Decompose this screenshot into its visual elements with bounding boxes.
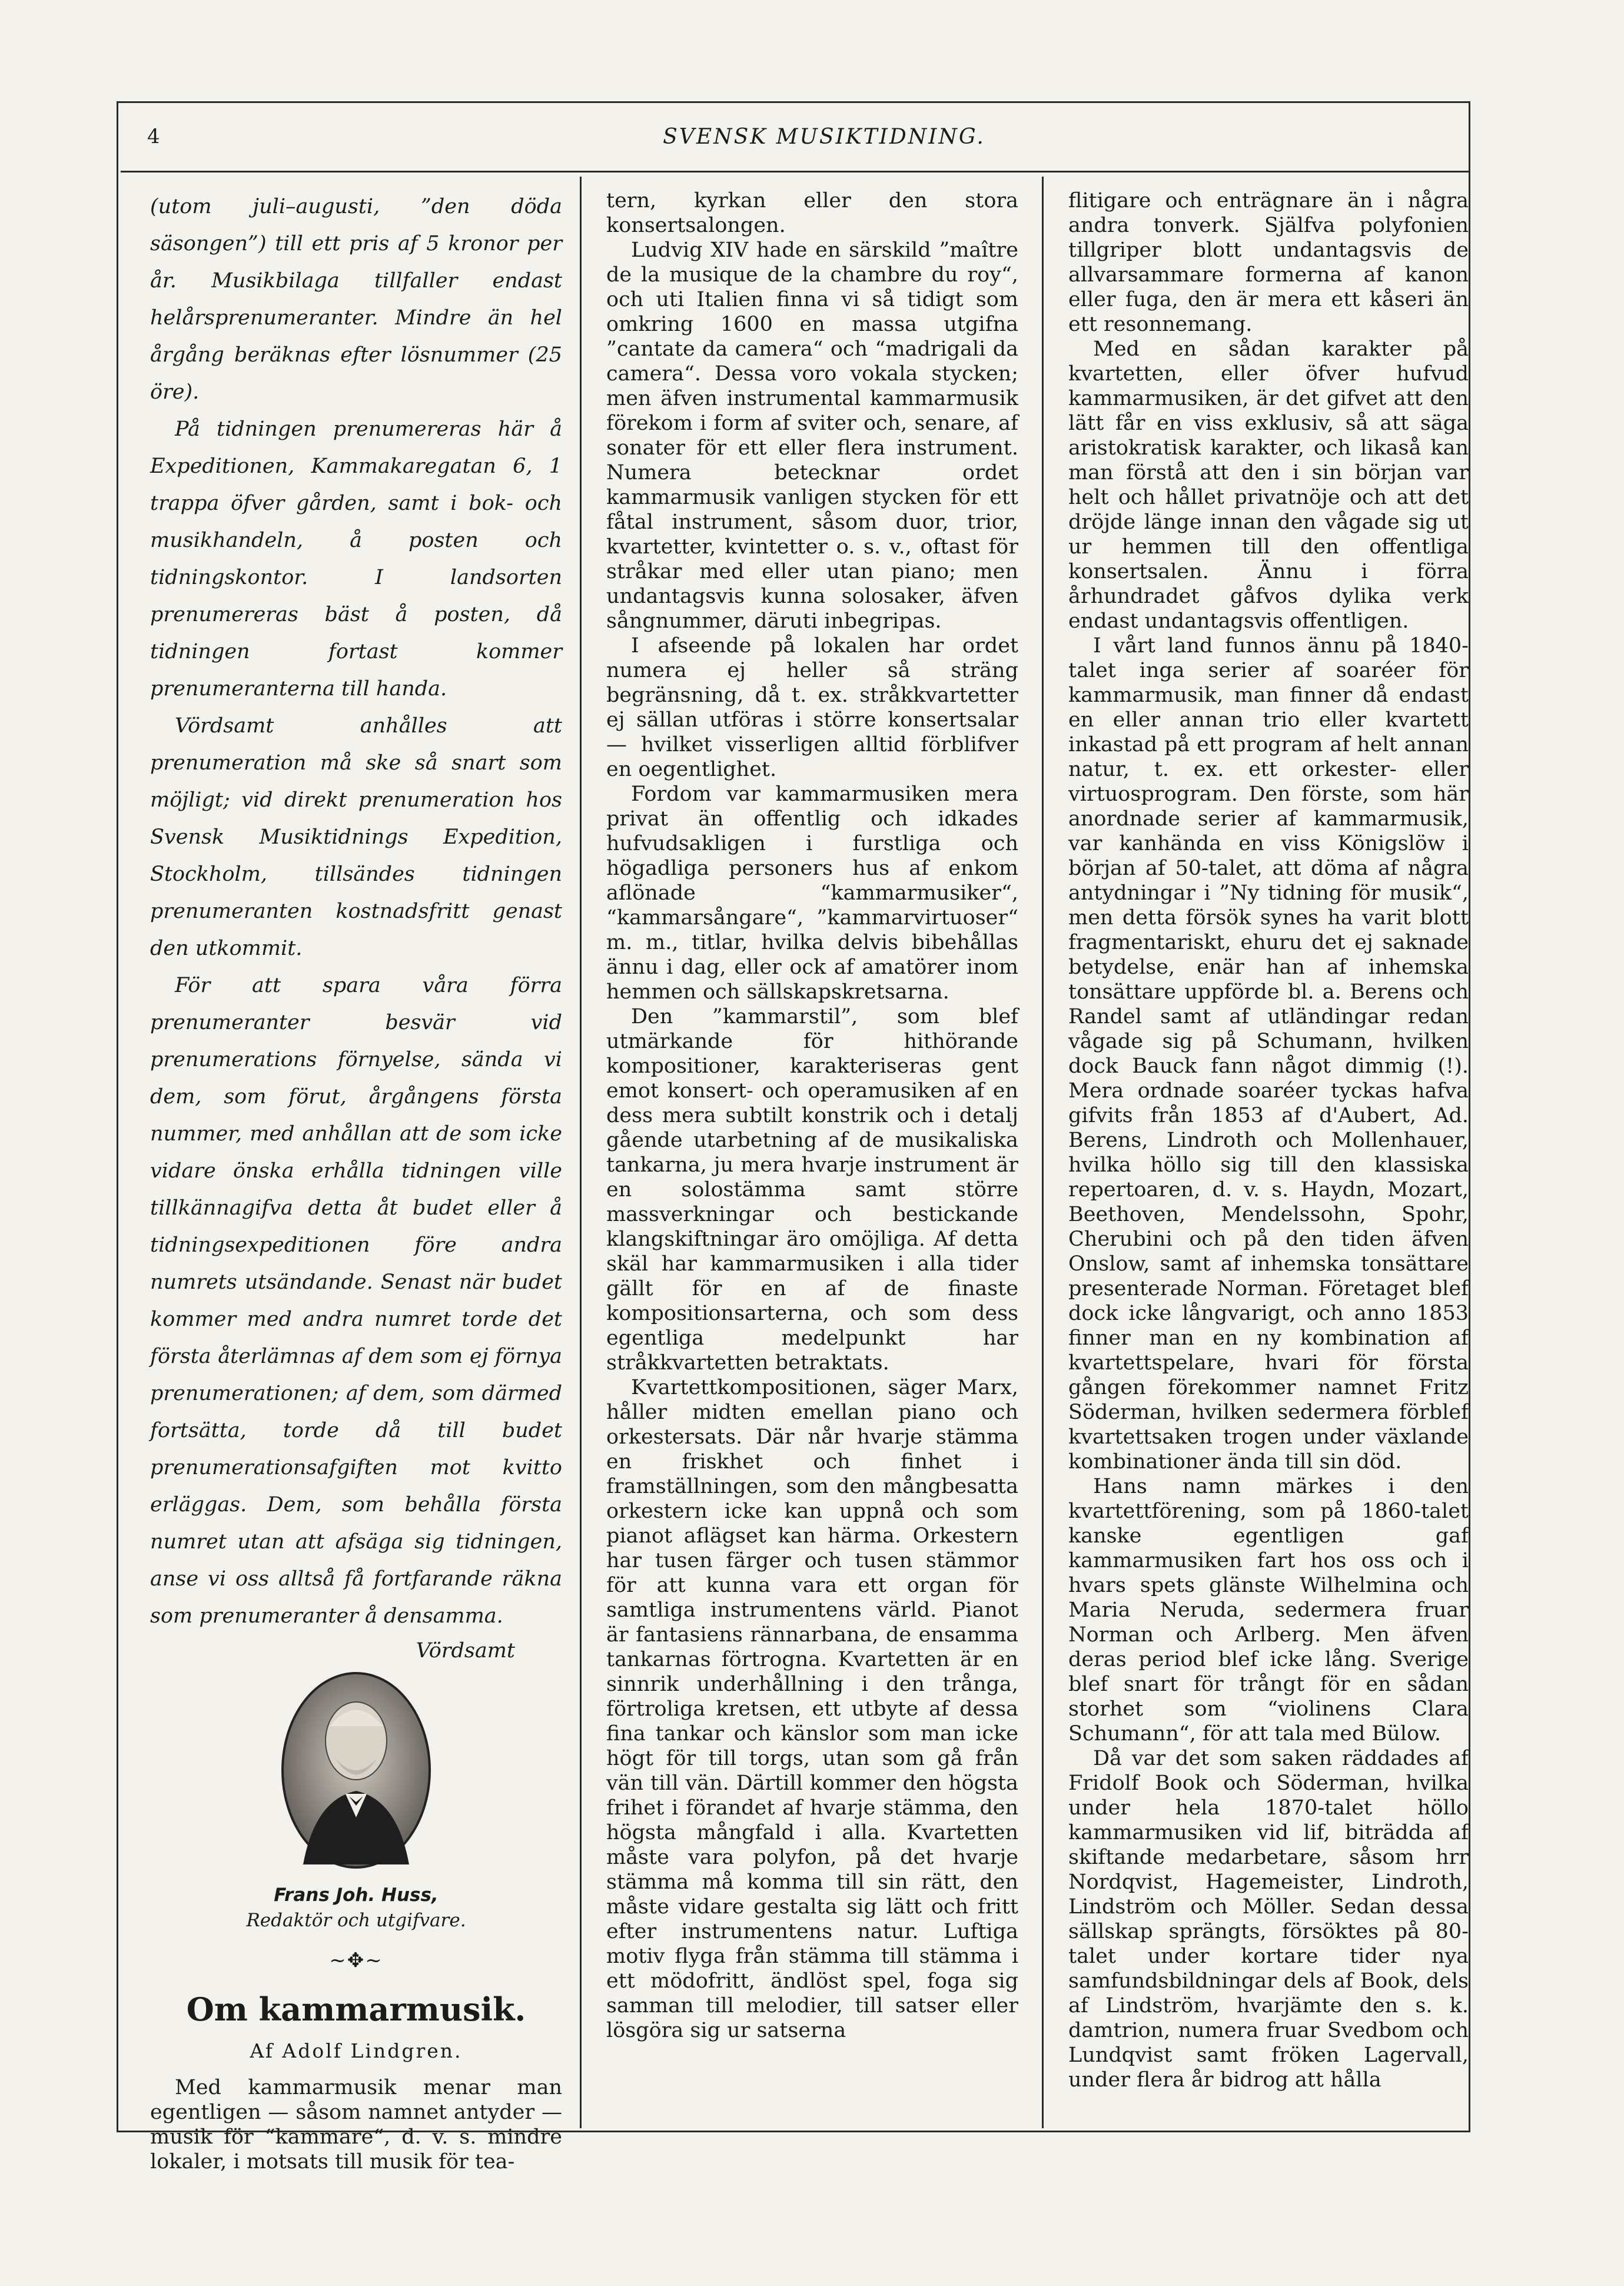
- ornament-divider: ~✥~: [329, 1949, 383, 1972]
- article-paragraph: tern, kyrkan eller den stora konsertsalongen.: [606, 189, 1018, 237]
- subscription-notice: [150, 188, 562, 1635]
- header-rule: [121, 171, 1469, 172]
- article-paragraph: Hans namn märkes i den kvartettförening, som på 1860-talet kanske egentligen gaf kammarmusiken fart hos oss och i hvars spets glänste Wilhelmina och Maria Neruda, sedermera fruar Norman och Arlberg. Men äfven deras period blef icke lång. Sverige blef snart för trångt för en sådan storhet som “violinens Clara Schumann“, för att tala med Bülow.: [1068, 1475, 1469, 1746]
- article-paragraph: I afseende på lokalen har ordet numera ej heller så sträng begränsning, då t. ex. stråkkvartetter ej sällan utföras i större konsertsalar — hvilket visserligen alltid förblifver en oegentlighet.: [606, 634, 1018, 781]
- column-rule-2: [1042, 177, 1044, 2128]
- article-paragraph: Med en sådan karakter på kvartetten, eller öfver hufvud kammarmusiken, är det gifvet att den lätt får en viss exklusiv, så att säga aristokratisk karakter, och likaså kan man förstå att den i sin början var helt och hållet privatnöje och att det dröjde länge innan den vågade sig ut ur hemmen till den offentliga konsertsalen. Ännu i förra århundradet gåfvos dylika verk endast undantagsvis offentligen.: [1068, 337, 1469, 633]
- article-byline: Af Adolf Lindgren.: [250, 2039, 463, 2062]
- page-number: 4: [147, 125, 160, 148]
- notice-paragraph: (utom juli–augusti, ”den döda säsongen”) till ett pris af 5 kronor per år. Musikbilaga tillfaller endast helårsprenumeranter. Mindre än hel årgång beräknas efter lösnummer (25 öre).: [150, 195, 562, 404]
- article-paragraph: I vårt land funnos ännu på 1840-talet inga serier af soaréer för kammarmusik, man finner då endast en eller annan trio eller kvartett inkastad på ett program af helt annan natur, t. ex. ett orkester- eller virtuosprogram. Den förste, som här anordnade serier af kammarmusik, var kanhända en viss Königslöw i början af 50-talet, att döma af några antydningar i ”Ny tidning för musik“, men detta försök synes ha varit blott fragmentariskt, ehuru det ej saknade betydelse, enär han af inhemska tonsättare uppförde bl. a. Berens och Randel samt af utländingar redan vågade sig på Schumann, hvilken dock Bauck fann något dimmig (!). Mera ordnade soaréer tyckas hafva gifvits från 1853 af d'Aubert, Ad. Berens, Lindroth och Mollenhauer, hvilka höllo sig till den klassiska repertoaren, d. v. s. Haydn, Mozart, Beethoven, Mendelssohn, Spohr, Cherubini och på den tiden äfven Onslow, samt af inhemska tonsättare presenterade Norman. Företaget blef dock icke långvarigt, och anno 1853 finner man en ny kombination af kvartettspelare, hvari för första gången förekommer namnet Fritz Söderman, hvilken sedermera förblef kvartettsaken trogen under växlande kombinationer ända till sin död.: [1068, 634, 1469, 1474]
- column-2: [606, 188, 1018, 2119]
- article-paragraph: Fordom var kammarmusiken mera privat än offentlig och idkades hufvudsakligen i furstliga och högadliga personers hus af enkom aflönade “kammarmusiker“, “kammarsångare“, ”kammarvirtuoser“ m. m., titlar, hvilka delvis bibehållas ännu i dag, eller ock af amatörer inom hemmen och sällskapskretsarna.: [606, 782, 1018, 1004]
- column-3: [1068, 188, 1469, 2119]
- article-paragraph: Den ”kammarstil”, som blef utmärkande för hithörande kompositioner, karakteriseras gent emot konsert- och operamusiken af en dess mera subtilt konstrik och i detalj gående utarbetning af de musikaliska tankarna, ju mera hvarje instrument är en solostämma samt större massverkningar och bestickande klangskiftningar äro omöjliga. Af detta skäl har kammarmusiken i alla tider gällt för en af de finaste kompositionsarterna, och som dess egentliga medelpunkt har stråkkvartetten betraktats.: [606, 1005, 1018, 1375]
- portrait-caption-name: Frans Joh. Huss,: [274, 1884, 439, 1906]
- notice-paragraph: Vördsamt anhålles att prenumeration må ske så snart som möjligt; vid direkt prenumeration hos Svensk Musiktidnings Expedition, Stockholm, tillsändes tidningen prenumeranten kostnadsfritt genast den utkommit.: [150, 714, 562, 960]
- article-paragraph: Med kammarmusik menar man egentligen — såsom namnet antyder — musik för “kammare“, d. v. s. mindre lokaler, i motsats till musik för tea-: [150, 2076, 562, 2174]
- notice-closing: Vördsamt: [416, 1639, 515, 1663]
- article-paragraph: Då var det som saken räddades af Fridolf Book och Söderman, hvilka under hela 1870-talet höllo kammarmusiken vid lif, biträdda af skiftande medarbetare, såsom hrr Nordqvist, Hagemeister, Lindroth, Lindström och Möller. Sedan dessa sällskap sprängts, försöktes på 80-talet under kortare tider nya samfundsbildningar dels af Book, dels af Lindström, hvarjämte den s. k. damtrion, numera fruar Svedbom och Lundqvist samt fröken Lagervall, under flera år bidrog att hålla: [1068, 1747, 1469, 2092]
- article-paragraph: Kvartettkompositionen, säger Marx, håller midten emellan piano och orkestersats. Där når hvarje stämma en friskhet och finhet i framställningen, som den mångbesatta orkestern icke kan uppnå och som pianot aflägset kan härma. Orkestern har tusen färger och tusen stämmor för att kunna vara ett organ för samtliga instrumentens värld. Pianot är fantasiens rännarbana, de ensamma tankarnas förtrogna. Kvartetten är en sinnrik underhållning i den trånga, förtroliga kretsen, ett utbyte af dessa fina tankar och känslor som man icke högt för till torgs, utan som gå från vän till vän. Därtill kommer den högsta frihet i förandet af hvarje stämma, den högsta mångfald i alla. Kvartetten måste vara polyfon, på det hvarje stämma må komma till sin rätt, den måste vidare gestalta sig lätt och fritt efter instrumentens natur. Luftiga motiv flyga från stämma till stämma i ett mödofritt, ändlöst spel, foga sig samman till melodier, till satser eller lösgöra sig ur satserna: [606, 1376, 1018, 2042]
- notice-paragraph: För att spara våra förra prenumeranter besvär vid prenumerations förnyelse, sända vi dem, som förut, årgångens första nummer, med anhållan att de som icke vidare önska erhålla tidningen ville tillkännagifva detta åt budet eller å tidningsexpeditionen före andra numrets utsändande. Senast när budet kommer med andra numret torde det första återlämnas af dem som ej förnya prenumerationen; af dem, som därmed fortsätta, torde då till budet prenumerationsafgiften mot kvitto erläggas. Dem, som behålla första numret utan att afsäga sig tidningen, anse vi oss alltså få fortfarande räkna som prenumeranter å densamma.: [150, 974, 562, 1628]
- journal-title: SVENSK MUSIKTIDNING.: [663, 125, 985, 149]
- editor-portrait-image: [280, 1670, 433, 1870]
- article-paragraph: Ludvig XIV hade en särskild ”maître de la musique de la chambre du roy“, och uti Italien finna vi så tidigt som omkring 1600 en massa utgifna ”cantate da camera“ och “madrigali da camera“. Dessa voro vokala stycken; men äfven instrumental kammarmusik förekom i form af sviter och, senare, af sonater för ett eller flera instrument. Numera betecknar ordet kammarmusik vanligen stycken för ett fåtal instrument, såsom duor, trior, kvartetter, kvintetter o. s. v., oftast för stråkar med eller utan piano; men undantagsvis kunna solosaker, äfven sångnummer, däruti inbegripas.: [606, 238, 1018, 633]
- column-rule-1: [580, 177, 582, 2128]
- notice-paragraph: På tidningen prenumereras här å Expeditionen, Kammakaregatan 6, 1 trappa öfver gården, samt i bok- och musikhandeln, å posten och tidningskontor. I landsorten prenumereras bäst å posten, då tidningen fortast kommer prenumeranterna till handa.: [150, 417, 562, 701]
- article-paragraph: flitigare och enträgnare än i några andra tonverk. Själfva polyfonien tillgriper blott undantagsvis de allvarsammare formerna af kanon eller fuga, den är mera ett kåseri än ett resonnemang.: [1068, 189, 1469, 336]
- article-title: Om kammarmusik.: [186, 1990, 526, 2028]
- column-1: [150, 188, 562, 2174]
- portrait-caption-role: Redaktör och utgifvare.: [246, 1910, 466, 1931]
